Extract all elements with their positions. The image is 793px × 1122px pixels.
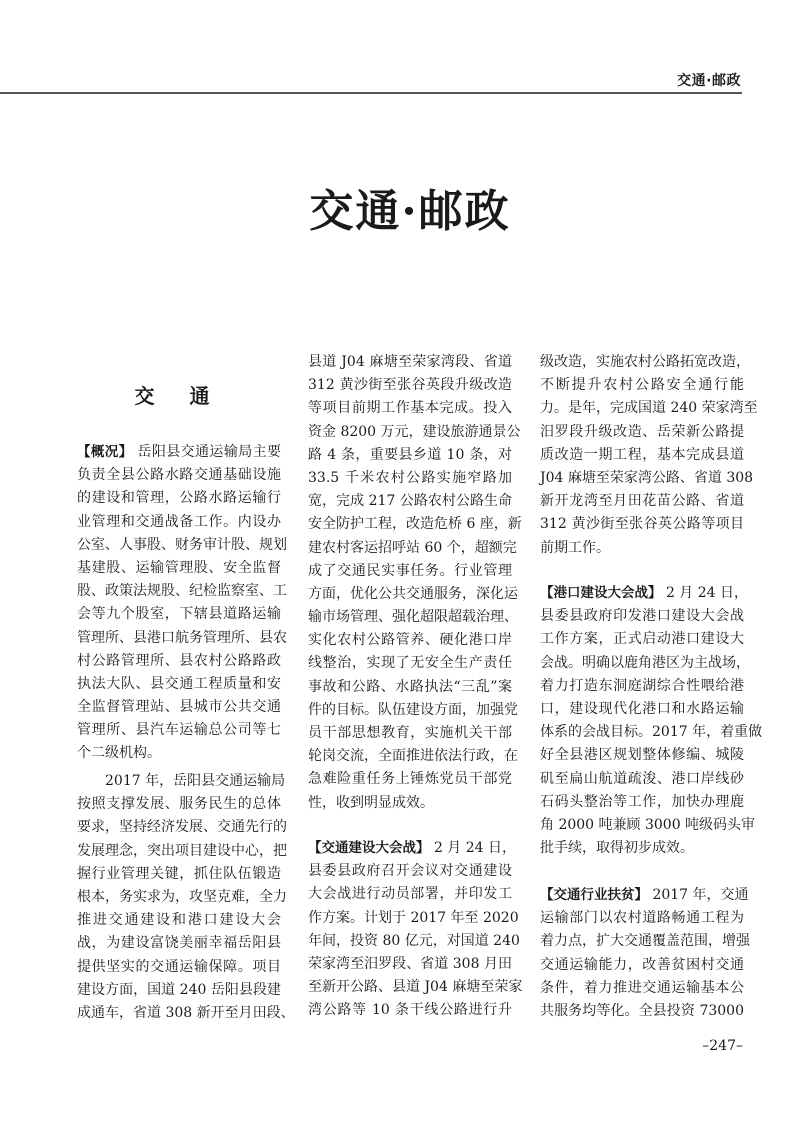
header-rule	[0, 92, 742, 94]
text-line: 年间，投资 80 亿元，对国道 240	[308, 932, 520, 949]
text-line: 着力打造东洞庭湖综合性喂给港	[540, 677, 744, 694]
text-line: 推进交通建设和港口建设大会	[77, 912, 281, 929]
text-line: 会等九个股室，下辖县道路运输	[77, 606, 281, 623]
line-text: 2017 年，交通	[652, 887, 749, 903]
text-line: 汨罗段升级改造、岳荣新公路提	[540, 423, 744, 440]
paragraph-label: 【交通建设大会战】	[308, 840, 430, 856]
headed-paragraph	[540, 884, 750, 1023]
text-line: 矶至扁山航道疏浚、港口岸线砂	[540, 770, 744, 787]
text-line: 作方案。计划于 2017 年至 2020	[308, 909, 519, 926]
text-line: 大会战进行动员部署，并印发工	[308, 886, 512, 903]
text-line: 村公路管理所、县农村公路路政	[77, 652, 281, 669]
text-line: 全监督管理站、县城市公共交通	[77, 699, 281, 716]
text-line: J04 麻塘至荣家湾公路、省道 308	[540, 469, 754, 486]
text-line: 资金 8200 万元，建设旅游通景公	[308, 423, 521, 440]
text-line: 交通运输能力，改善贫困村交通	[540, 956, 744, 973]
text-line: 运输部门以农村道路畅通工程为	[540, 910, 744, 927]
text-line: 312 黄沙街至张谷英段升级改造	[308, 377, 512, 394]
text-line: 根本，务实求为，攻坚克难，全力	[77, 888, 287, 905]
headed-paragraph	[540, 582, 763, 860]
text-line: 共服务均等化。全县投资 73000	[540, 1002, 744, 1019]
text-line: 实化农村公路管养、硬化港口岸	[308, 632, 512, 649]
text-line: 安全防护工程，改造危桥 6 座，新	[308, 516, 522, 533]
text-line: 成通车，省道 308 新开至月田段、	[77, 1004, 295, 1021]
text-line: 体系的会战目标。2017 年，着重做	[540, 724, 763, 741]
paragraph	[308, 351, 522, 815]
text-line: 输市场管理、强化超限超载治理、	[308, 609, 518, 626]
text-line: 发展理念，突出项目建设中心，把	[77, 842, 287, 859]
text-line: 湾公路等 10 条干线公路进行升	[308, 1002, 512, 1019]
text-line: 建设方面，国道 240 岳阳县段建	[77, 981, 281, 998]
text-line: 着力点，扩大交通覆盖范围，增强	[540, 933, 750, 950]
text-line: 轮岗交流，全面推进依法行政，在	[308, 748, 518, 765]
page-number: –247–	[702, 1038, 743, 1054]
text-line: 312 黄沙街至张谷英公路等项目	[540, 516, 744, 533]
line-text: 2 月 24 日，	[433, 840, 517, 856]
paragraph	[540, 351, 758, 560]
text-line: 管理所、县港口航务管理所、县农	[77, 629, 287, 646]
line-text: 岳阳县交通运输局主要	[137, 444, 282, 460]
headed-paragraph	[77, 441, 287, 766]
paragraph	[77, 770, 295, 1025]
text-line: 负责全县公路水路交通基础设施	[77, 467, 281, 484]
headed-paragraph	[308, 837, 523, 1023]
text-line: 的建设和管理，公路水路运输行	[77, 490, 281, 507]
text-line: 会战。明确以鹿角港区为主战场，	[540, 654, 750, 671]
text-line: 提供坚实的交通运输保障。项目	[77, 958, 281, 975]
paragraph-label: 【概况】	[77, 444, 133, 460]
text-line: 前期工作。	[540, 539, 610, 556]
text-line: 建农村客运招呼站 60 个，超额完	[308, 539, 517, 556]
text-line: 县委县政府印发港口建设大会战	[540, 608, 744, 625]
text-line: 2017 年，岳阳县交通运输局	[105, 773, 286, 789]
text-line: 线整治，实现了无安全生产责任	[308, 655, 512, 672]
text-line: 条件，着力推进交通运输基本公	[540, 979, 744, 996]
text-line: 要求，坚持经济发展、交通先行的	[77, 819, 287, 836]
text-line: 成了交通民实事任务。行业管理	[308, 562, 512, 579]
text-line: 质改造一期工程，基本完成县道	[540, 446, 744, 463]
text-line: 批手续，取得初步成效。	[540, 840, 694, 857]
text-line: 宽，完成 217 公路农村公路生命	[308, 493, 512, 510]
text-line: 至新开公路、县道 J04 麻塘至荣家	[308, 979, 523, 996]
text-line: 战，为建设富饶美丽幸福岳阳县	[77, 935, 281, 952]
text-line: 县道 J04 麻塘至荣家湾段、省道	[308, 354, 512, 370]
text-line: 管理所、县汽车运输总公司等七	[77, 722, 281, 739]
text-line: 新开龙湾至月田花苗公路、省道	[540, 493, 744, 510]
text-line: 等项目前期工作基本完成。投入	[308, 400, 512, 417]
text-line: 路 4 条，重要县乡道 10 条，对	[308, 446, 512, 463]
chapter-title: 交通·邮政	[309, 186, 511, 237]
text-line: 好全县港区规划整体修编、城陵	[540, 747, 744, 764]
paragraph-label: 【交通行业扶贫】	[540, 887, 648, 903]
text-line: 股、政策法规股、纪检监察室、工	[77, 583, 287, 600]
text-line: 方面，优化公共交通服务，深化运	[308, 585, 518, 602]
text-line: 握行业管理关键，抓住队伍锻造	[77, 865, 281, 882]
text-line: 级改造，实施农村公路拓宽改造，	[540, 354, 750, 370]
text-line: 按照支撑发展、服务民生的总体	[77, 796, 281, 813]
text-line: 件的目标。队伍建设方面，加强党	[308, 701, 518, 718]
text-line: 石码头整治等工作，加快办理鹿	[540, 793, 744, 810]
text-line: 执法大队、县交通工程质量和安	[77, 675, 281, 692]
text-line: 急难险重任务上锤炼党员干部党	[308, 771, 512, 788]
text-line: 口，建设现代化港口和水路运输	[540, 700, 744, 717]
text-line: 个二级机构。	[77, 745, 161, 762]
text-line	[308, 837, 517, 860]
running-head: 交通·邮政	[677, 73, 741, 89]
text-line: 公室、人事股、财务审计股、规划	[77, 536, 287, 553]
text-line: 33.5 千米农村公路实施窄路加	[308, 469, 512, 486]
text-line	[540, 884, 749, 907]
text-line: 员干部思想教育，实施机关干部	[308, 725, 512, 741]
text-line: 荣家湾至汨罗段、省道 308 月田	[308, 955, 512, 972]
text-line: 基建股、运输管理股、安全监督	[77, 559, 281, 576]
text-line: 县委县政府召开会议对交通建设	[308, 863, 512, 880]
text-line: 工作方案，正式启动港口建设大	[540, 631, 744, 648]
text-line	[77, 441, 281, 464]
paragraph-label: 【港口建设大会战】	[540, 585, 662, 601]
text-line: 事故和公路、水路执法“三乱”案	[308, 678, 512, 695]
section-title: 交 通	[134, 384, 224, 408]
text-line: 角 2000 吨兼顾 3000 吨级码头审	[540, 816, 756, 833]
line-text: 2 月 24 日，	[665, 585, 749, 601]
text-line: 力。是年，完成国道 240 荣家湾至	[540, 400, 758, 417]
text-line: 不断提升农村公路安全通行能	[540, 377, 744, 394]
text-line	[540, 582, 749, 605]
text-line: 业管理和交通战备工作。内设办	[77, 513, 281, 530]
text-line: 性，收到明显成效。	[308, 794, 434, 811]
